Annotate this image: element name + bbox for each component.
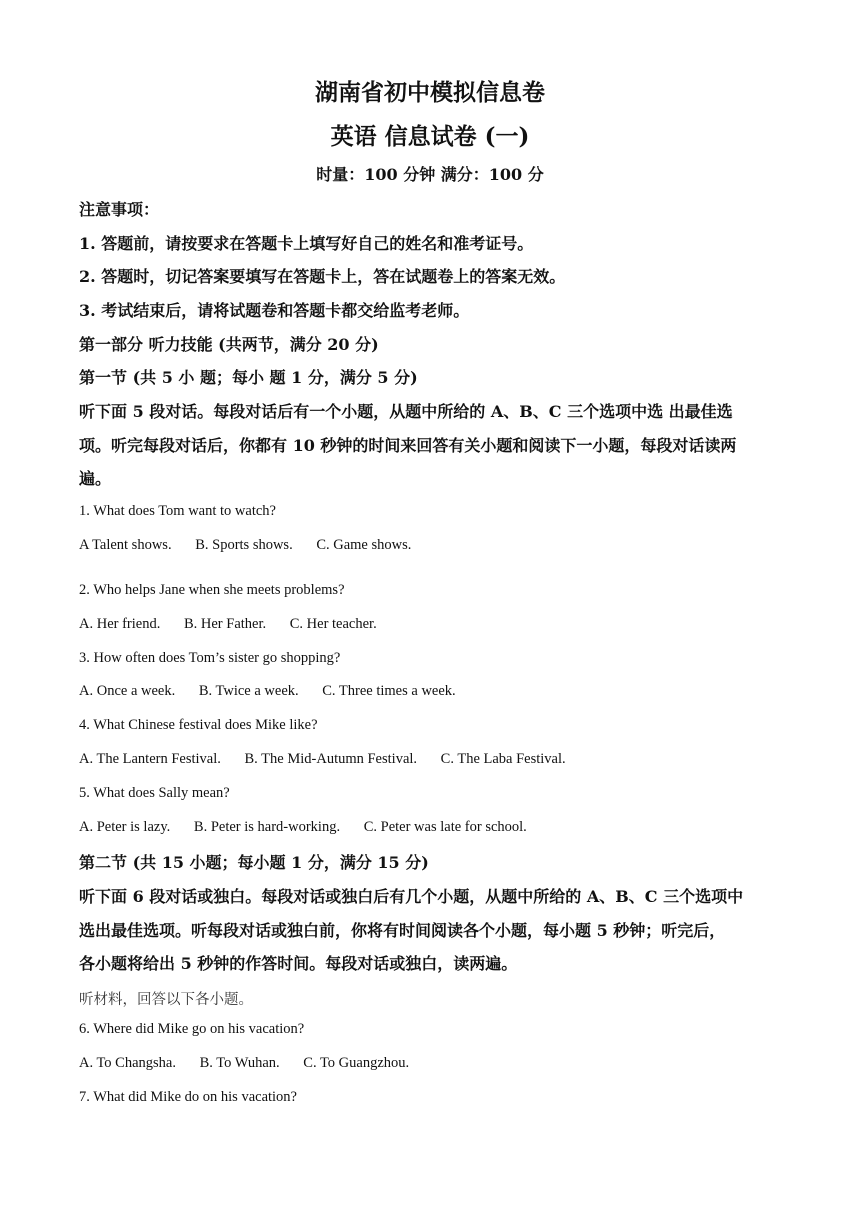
option-c: C. Three times a week. — [322, 683, 456, 699]
option-a: A Talent shows. — [79, 537, 172, 553]
question-5-options — [79, 819, 789, 836]
question-7: 7. What did Mike do on his vacation? — [79, 1089, 297, 1105]
question-5: 5. What does Sally mean? — [79, 785, 230, 801]
option-a: A. Her friend. — [79, 616, 161, 632]
question-3-options — [79, 683, 789, 700]
question-1-options — [79, 537, 789, 554]
question-2-options — [79, 616, 789, 633]
notice-item-3: 3. 考试结束后，请将试题卷和答题卡都交给监考老师。 — [79, 301, 470, 320]
section1-instruction-2: 项。听完每段对话后，你都有 10 秒钟的时间来回答有关小题和阅读下一小题，每段对话读两 — [79, 436, 737, 455]
option-b: B. Twice a week. — [198, 683, 299, 699]
question-6: 6. Where did Mike go on his vacation? — [79, 1021, 305, 1037]
option-a: A. To Changsha. — [79, 1055, 176, 1071]
section2-instruction-3: 各小题将给出 5 秒钟的作答时间。每段对话或独白，读两遍。 — [79, 954, 518, 973]
option-b: B. To Wuhan. — [199, 1055, 280, 1071]
option-c: C. Game shows. — [316, 537, 412, 553]
option-a: A. Peter is lazy. — [79, 819, 171, 835]
option-c: C. Her teacher. — [289, 616, 377, 632]
time-score: 时量：100 分钟 满分：100 分 — [316, 165, 544, 184]
part1-heading: 第一部分 听力技能 (共两节，满分 20 分) — [79, 335, 379, 354]
section2-instruction-2: 选出最佳选项。听每段对话或独白前，你将有时间阅读各个小题，每小题 5 秒钟；听完后， — [79, 921, 726, 940]
question-6-options — [79, 1055, 789, 1072]
question-4: 4. What Chinese festival does Mike like? — [79, 717, 318, 733]
section1-instruction-1: 听下面 5 段对话。每段对话后有一个小题，从题中所给的 A、B、C 三个选项中选 出最佳选 — [79, 402, 733, 421]
option-a: A. The Lantern Festival. — [79, 751, 221, 767]
option-b: B. The Mid-Autumn Festival. — [244, 751, 418, 767]
notice-item-1: 1. 答题前，请按要求在答题卡上填写好自己的姓名和准考证号。 — [79, 234, 534, 253]
exam-subtitle: 英语 信息试卷 (一) — [330, 123, 530, 150]
notice-heading: 注意事项： — [79, 200, 160, 219]
option-b: B. Sports shows. — [195, 537, 293, 553]
notice-item-2: 2. 答题时，切记答案要填写在答题卡上，答在试题卷上的答案无效。 — [79, 267, 566, 286]
section1-instruction-3: 遍。 — [79, 469, 112, 488]
question-2: 2. Who helps Jane when she meets problems? — [79, 582, 345, 598]
section2-instruction-1: 听下面 6 段对话或独白。每段对话或独白后有几个小题，从题中所给的 A、B、C 三个选项中 — [79, 887, 744, 906]
option-a: A. Once a week. — [79, 683, 176, 699]
question-1: 1. What does Tom want to watch? — [79, 503, 276, 519]
option-c: C. Peter was late for school. — [363, 819, 527, 835]
option-b: B. Her Father. — [183, 616, 267, 632]
section1-heading: 第一节 (共 5 小 题；每小 题 1 分，满分 5 分) — [79, 368, 418, 387]
section2-heading: 第二节 (共 15 小题；每小题 1 分，满分 15 分) — [79, 853, 429, 872]
option-c: C. The Laba Festival. — [440, 751, 566, 767]
question-4-options — [79, 751, 789, 768]
question-3: 3. How often does Tom’s sister go shopping? — [79, 650, 341, 666]
listen-note: 听材料，回答以下各小题。 — [79, 992, 253, 1008]
exam-title: 湖南省初中模拟信息卷 — [315, 79, 545, 106]
option-c: C. To Guangzhou. — [303, 1055, 410, 1071]
option-b: B. Peter is hard-working. — [193, 819, 341, 835]
